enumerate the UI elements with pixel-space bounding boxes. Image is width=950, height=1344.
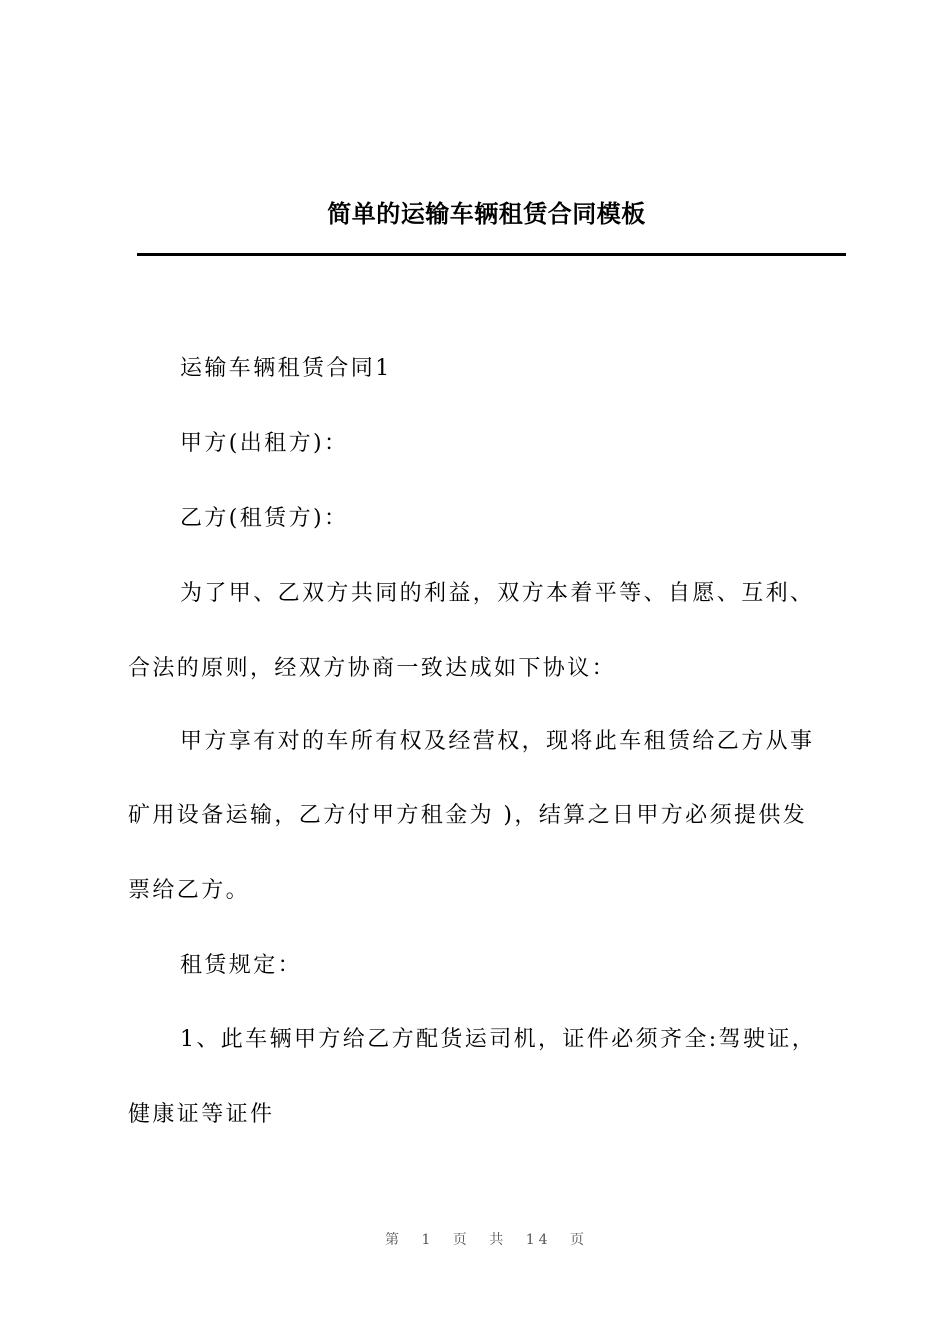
rule-1-line-2: 健康证等证件 [128,1102,275,1127]
rule-1-line-1: 1、此车辆甲方给乙方配货运司机，证件必须齐全:驾驶证， [180,1027,817,1052]
title-rule [137,253,846,256]
page-footer: 第 1 页 共 14 页 [385,1232,588,1248]
party-b-line: 乙方(租赁方)： [180,506,349,531]
rules-heading: 租赁规定： [180,953,303,978]
clause-a-line-1: 甲方享有对的车所有权及经营权，现将此车租赁给乙方从事 [180,729,815,754]
clause-a-line-2: 矿用设备运输，乙方付甲方租金为 )，结算之日甲方必须提供发 [128,803,808,828]
clause-a-line-3: 票给乙方。 [128,878,251,903]
intro-paragraph-line-2: 合法的原则，经双方协商一致达成如下协议： [128,656,617,681]
intro-paragraph-line-1: 为了甲、乙双方共同的利益，双方本着平等、自愿、互利、 [180,581,815,606]
party-a-line: 甲方(出租方)： [180,431,349,456]
document-title: 简单的运输车辆租赁合同模板 [327,200,646,228]
contract-heading: 运输车辆租赁合同1 [180,356,392,381]
